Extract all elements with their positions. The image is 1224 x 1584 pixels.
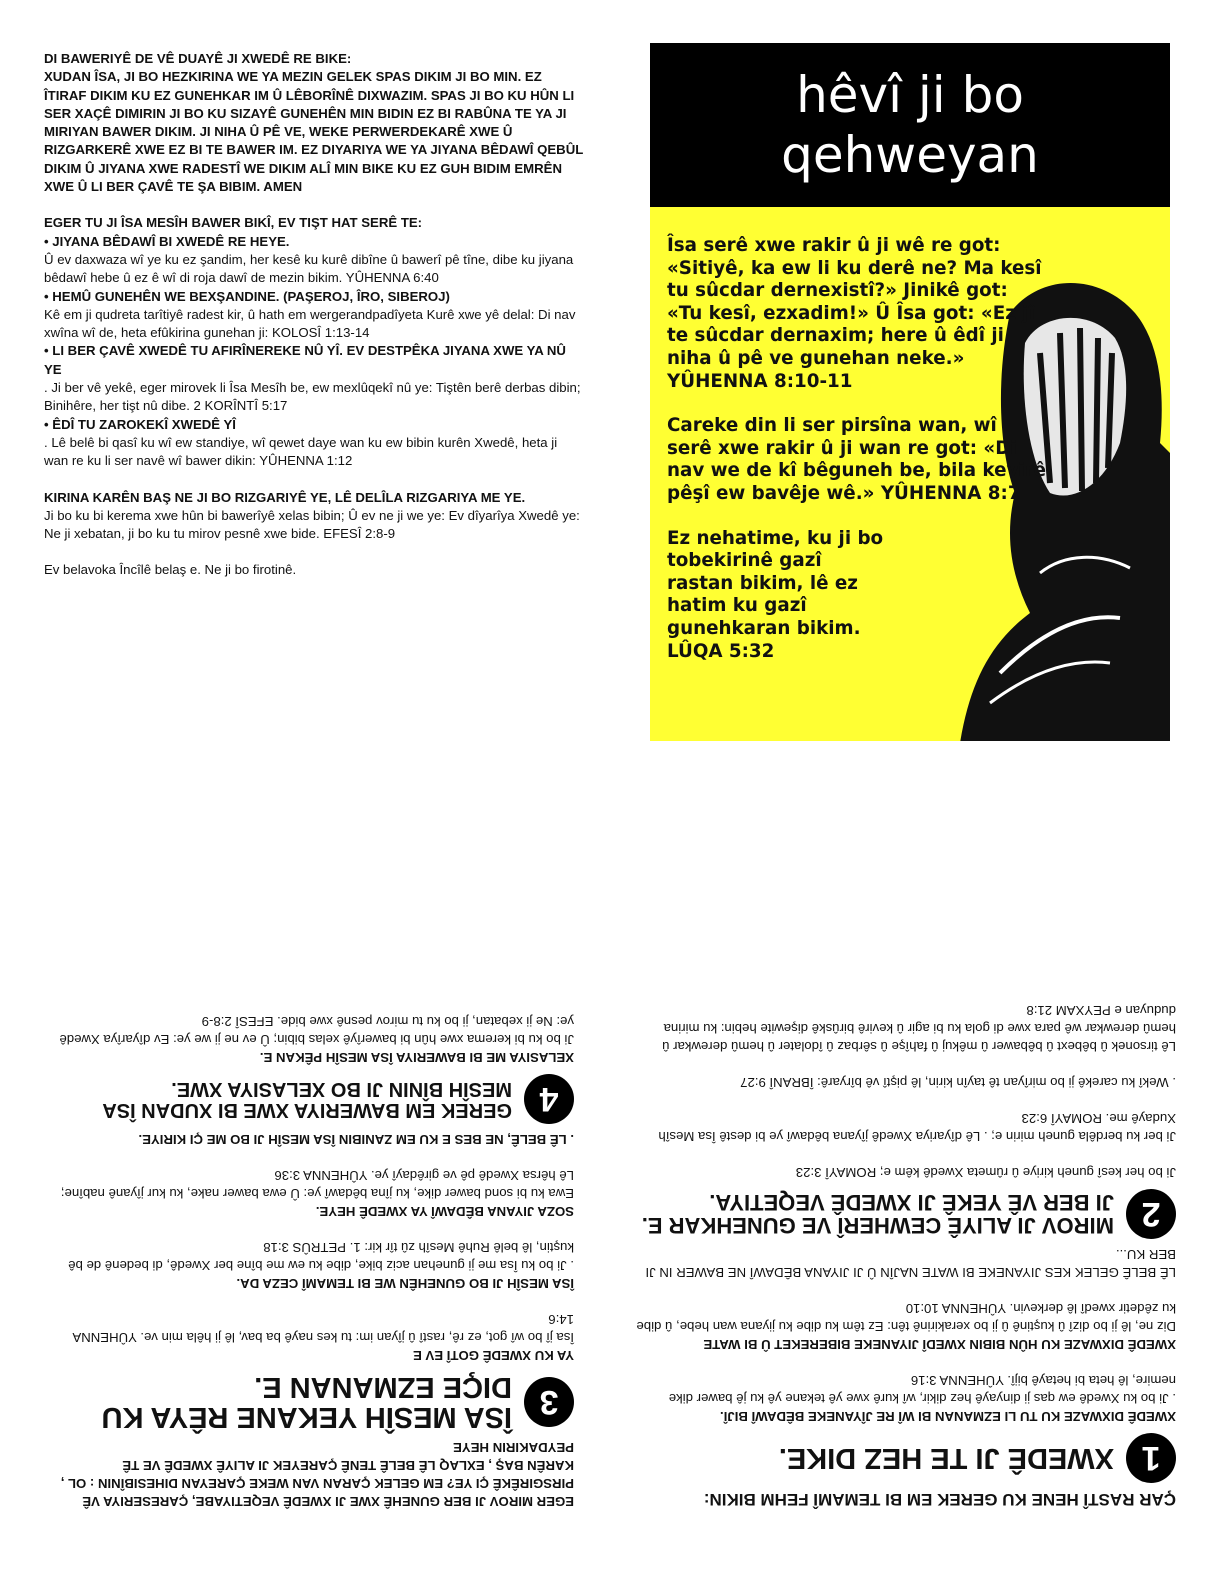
truths-panel-1-2 <box>636 840 1176 1510</box>
section-2-text-4: Lê tirsonek û bêbext û bêbawer û mêkuj û fahîşe û sêrbaz û îdolater û hemû derewkar û hemû derewkar wê para xwe di gola ku bi agir û kevirê birûskê dişewite hebin: ku mirina duduyan e PEYXAM 21:8 <box>662 1003 1176 1054</box>
section-4-text-1: Ji bo ku bi kerema xwe hûn bi bawerîyê xelas bibin; Û ev ne ji we ye: Ev dîyarîya Xwedê ye: Ne ji xebatan, ji bo ku tu mirov pesnê xwe bide. EFESÎ 2:8-9 <box>59 1014 574 1047</box>
section-3-number: 3 <box>524 1377 574 1427</box>
prayer-body: XUDAN ÎSA, JI BO HEZKIRINA WE YA MEZIN GELEK SPAS DIKIM JI BO MIN. EZ ÎTIRAF DIKIM KU EZ GUNEHKAR IM Û LÊBORÎNÊ DIXWAZIM. SPAS JI BO KU HÛN LI SER XAÇÊ DIMIRIN JI BO KU SIZAYÊ GUNEHÊN MIN BIDIN EZ BI RABÛNA TE YA JI MIRIYAN BAWER DIKIM. JI NIHA Û PÊ VE, WEKE PERWERDEKARÊ XWE Û RIZGARKERÊ XWE EZ BI TE BAWER IM. EZ DIYARIYA WE YA JIYANA BÊDAWÎ QEBÛL DIKIM Û JIYANA XWE RADESTÎ WE DIKIM ALÎ MIN BIKE KU EZ GUH BIDIM EMRÊN XWE Û LI BER ÇAVÊ TE ŞA BIBIM. AMEN <box>44 69 584 195</box>
truths-panel-3-4 <box>54 840 574 1510</box>
cover-verse-3: Ez nehatime, ku ji bo tobekirinê gazî rastan bikim, lê ez hatim ku gazî gunehkaran bikim. LÛQA 5:32 <box>667 527 884 662</box>
cover-title-line-1: hêvî ji bo <box>796 66 1024 124</box>
section-2-header <box>636 1189 1176 1239</box>
item-text-4: . Lê belê bi qasî ku wî ew standiye, wî qewet daye wan ku ew bibin kurên Xwedê, heta ji wan re ku li ser navê wî bawer dikin: YÛHENNA 1:12 <box>44 434 558 469</box>
section-4-header <box>54 1074 574 1124</box>
section-2-text-2: Ji ber ku berdêla guneh mirin e; . Lê dîyariya Xwedê jîyana bêdawî ye bi destê Îsa Mesîh Xudayê me. ROMAYÎ 6:23 <box>658 1111 1176 1144</box>
section-2-text-1: Ji bo her kesî guneh kiriye û rûmeta Xwedê kêm e; ROMAYÎ 3:23 <box>795 1165 1176 1180</box>
cover-verse-1: Îsa serê xwe rakir û ji wê re got: «Sitiyê, ka ew li ku derê ne? Ma kesî tu sûcdar dernexistî?» Jinikê got: «Tu kesî, ezxadim!» Û Îsa got: «Ez jî te sûcdar dernaxim; here û êdî ji niha û pê ve gunehan neke.» YÛHENNA 8:10-11 <box>667 235 1042 392</box>
section-3-heading-1: YA KU XWEDÊ GOTÎ EV E <box>413 1348 574 1363</box>
footer-note: Ev belavoka Încîlê belaş e. Ne ji bo firotinê. <box>44 562 297 578</box>
section-1-header <box>636 1433 1176 1483</box>
section-3-heading-3: SOZA JIYANA BÊDAWÎ YA XWEDÊ HEYE. <box>315 1204 574 1219</box>
cover-text <box>667 235 1047 685</box>
section-3-heading-4: . LÊ BELÊ, NE BES E KU EM ZANIBIN ÎSA MESÎH JI BO ME ÇI KIRIYE. <box>138 1132 574 1147</box>
section-2-title: MIROV JI ALIYÊ CEWHERÎ VE GUNEHKAR E. JI BER VÊ YEKÊ JI XWEDÊ VEQETIYA. <box>641 1190 1114 1238</box>
item-title-4: • ÊDÎ TU ZAROKEKÎ XWEDÊ YÎ <box>44 416 236 432</box>
truths-intro: ÇAR RASTÎ HENE KU GEREK EM BI TEMAMÎ FEHM BIKIN: <box>703 1490 1176 1509</box>
section-4-number: 4 <box>524 1074 574 1124</box>
cover-panel <box>650 43 1170 741</box>
section-2-text-3: . Wekî ku carekê ji bo mirîyan tê tayîn kirin, lê piştî vê bîryarê: ÎBRANÎ 9:27 <box>740 1075 1176 1090</box>
section-1-number: 1 <box>1126 1433 1176 1483</box>
section-3-text-1: Îsa jî bo wî got, ez rê, rastî û jîyan im: tu kes nayê ba bav, lê ji hêla min ve. YÛHENNA 14:6 <box>73 1312 574 1345</box>
section-1-heading-3: LÊ BELÊ GELEK KES JIYANEKE BI WATE NAJÎN Û JI JIYANA BÊDAWÎ NE BAWER IN JI BER KU... <box>645 1247 1176 1280</box>
section-1-heading-2: XWEDÊ DIXWAZE KU HÛN BIBIN XWEDÎ JIYANEKE BIBEREKET Û BI WATE <box>703 1337 1176 1352</box>
section-3-heading-2: ÎSA MESÎH JI BO GUNEHÊN WE BI TEMAMÎ CEZA DA. <box>236 1276 574 1291</box>
section-2-number: 2 <box>1126 1189 1176 1239</box>
section-1-text-2: Diz ne, lê ji bo dizî û kuştinê û ji bo xerakirinê tên: Ez têm ku dibe ku jiyana wan hebe, û dibe ku zêdetir xwedî lê derkevin. YÛHENNA 10:10 <box>636 1301 1176 1334</box>
item-text-1: Û ev daxwaza wî ye ku ez şandim, her kesê ku kurê dibîne û bawerî pê tîne, dibe ku jiyana bêdawî hebe û ez ê wî di roja dawî de mezin bikim. YÛHENNA 6:40 <box>44 251 574 286</box>
section-4-title: GEREK EM BAWERIYA XWE BI XUDAN ÎSA MESÎH BÎNIN JI BO XELASIYA XWE. <box>103 1078 512 1121</box>
cover-verse-2: Careke din li ser pirsîna wan, wî serê xwe rakir û ji wan re got: «Di nav we de kî bêguneh be, bila kevirê pêşî ew bavêje wê.» YÛHENNA 8:7 <box>667 415 1047 504</box>
prayer-panel <box>44 50 584 580</box>
works-heading: KIRINA KARÊN BAŞ NE JI BO RIZGARIYÊ YE, LÊ DELÎLA RIZGARIYA ME YE. <box>44 489 526 505</box>
cover-title <box>650 43 1170 207</box>
works-text: Ji bo ku bi kerema xwe hûn bi bawerîyê xelas bibin; Û ev ne ji we ye: Ev dîyarîya Xwedê ye: Ne ji xebatan, ji bo ku tu mirov pesnê xwe bide. EFESÎ 2:8-9 <box>44 507 580 542</box>
item-title-2: • HEMÛ GUNEHÊN WE BEXŞANDINE. (PAŞEROJ, ÎRO, SIBEROJ) <box>44 288 450 304</box>
cover-title-line-2: qehweyan <box>781 126 1039 184</box>
item-text-2: Kê em ji qudreta tarîtiyê radest kir, û hath em wergerandpadîyeta Kurê xwe yê delal: Di nav xwîna wî de, heta efûkirina gunehan ji: KOLOSÎ 1:13-14 <box>44 306 576 341</box>
prayer-heading: DI BAWERIYÊ DE VÊ DUAYÊ JI XWEDÊ RE BIKE: <box>44 51 352 66</box>
section-3-text-2: . Ji bo ku Îsa me ji gunehan aciz bike, dibe ku ew me bîne ber Xwedê, di bedenê de bê kuştin, lê belê Ruhê Mesîh zû tîr kir: 1. PETRÛS 3:18 <box>68 1240 574 1273</box>
item-title-3: • LI BER ÇAVÊ XWEDÊ TU AFIRÎNEREKE NÛ YÎ. EV DESTPÊKA JIYANA XWE YA NÛ YE <box>44 343 566 377</box>
section-3-text-3: Ewa ku bi sond bawer dike, ku jîna bêdawî ye: Û ewa bawer nake, ku kur jîyanê nabîne; Lê hêrsa Xwedê pê ve girêdayî ye. YÛHENNA 3:36 <box>60 1168 574 1201</box>
section-3-header <box>54 1372 574 1432</box>
item-text-3: . Ji ber vê yekê, eger mirovek li Îsa Mesîh be, ew mexlûqekî nû ye: Tiştên berê derbas dibin; Binihêre, her tişt nû dibe. 2 KORÎNTÎ 5:17 <box>44 380 581 414</box>
section-1-text-1: . Ji bo ku Xwedê ew qas ji dinyayê hez dikir, wî kurê xwe yê tekane yê ku jê bawer dike nemire, lê heta bi hetayê bijî. YÛHENNA 3:16 <box>668 1373 1176 1406</box>
item-title-1: • JIYANA BÊDAWÎ BI XWEDÊ RE HEYE. <box>44 233 290 249</box>
solution-intro: EGER MIROV JI BER GUNEHÊ XWE JI XWEDÊ VEQETIYABE, ÇARESERIYA VÊ PIRSGIRÊKÊ ÇI YE? EM GELEK ÇARAN VAN WEKE ÇAREYAN DIHESIBÎNIN : OL , KARÊN BAŞ , EXLAQ LÊ BELÊ TENÊ ÇAREYEK JI ALIYÊ XWEDÊ VE TÊ PEYDAKIRIN HEYE <box>60 1440 574 1509</box>
if-heading: EGER TU JI ÎSA MESÎH BAWER BIKÎ, EV TIŞT HAT SERÊ TE: <box>44 215 423 231</box>
section-1-title: XWEDÊ JI TE HEZ DIKE. <box>778 1442 1114 1474</box>
section-4-heading-1: XELASIYA ME BI BAWERIYA ÎSA MESÎH PÊKAN E. <box>259 1050 574 1065</box>
section-3-title: ÎSA MESÎH YEKANE RÊYA KU DIÇE EZMANAN E. <box>101 1371 512 1433</box>
section-1-heading-1: XWEDÊ DIXWAZE KU TU LI EZMANAN BI WÎ RE JÎYANEKE BÊDAWÎ BIJÎ. <box>720 1409 1176 1424</box>
